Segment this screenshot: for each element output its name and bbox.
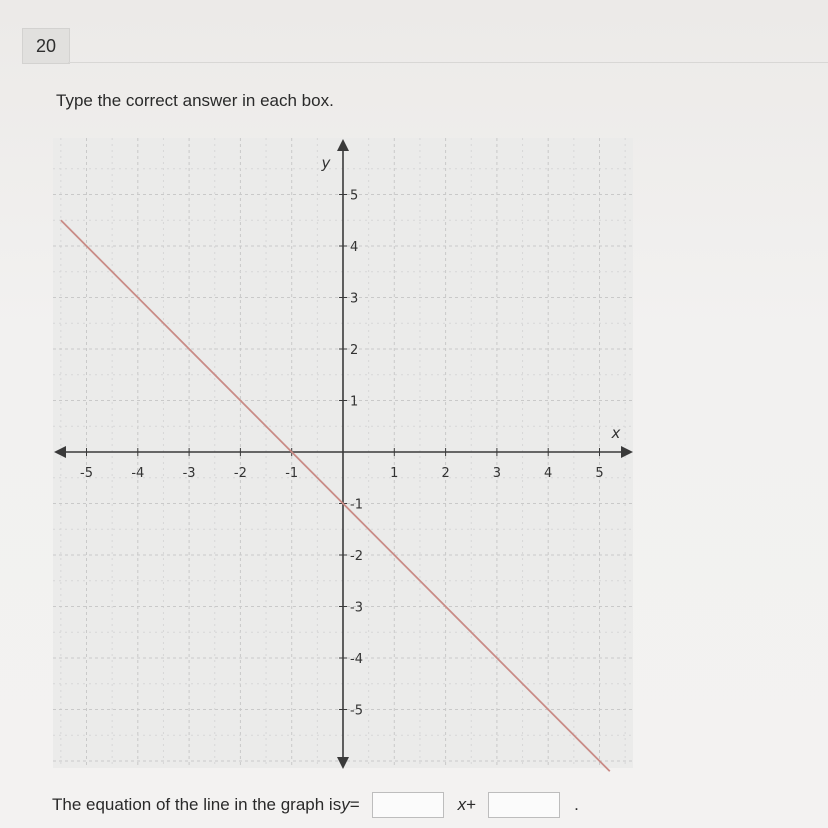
y-tick-label: 3 xyxy=(350,291,359,307)
y-tick-label: 2 xyxy=(350,343,359,358)
slope-answer-box[interactable] xyxy=(372,792,444,818)
y-tick-label: -4 xyxy=(350,652,363,667)
y-tick-label: -5 xyxy=(350,703,363,719)
x-tick-label: 1 xyxy=(390,466,399,481)
equation-y-variable: y xyxy=(341,795,350,814)
x-tick-label: -1 xyxy=(285,466,299,481)
equation-x-variable: x xyxy=(457,795,467,814)
x-tick-label: 2 xyxy=(441,466,450,481)
x-tick-label: -2 xyxy=(233,466,247,481)
equation-sentence xyxy=(52,790,579,820)
x-tick-label: 5 xyxy=(595,466,604,481)
y-tick-label: 5 xyxy=(350,188,359,204)
x-tick-label: 3 xyxy=(492,466,502,481)
y-axis-label: y xyxy=(321,154,331,172)
x-tick-label: -4 xyxy=(131,466,145,481)
y-tick-label: -3 xyxy=(350,600,363,616)
x-tick-label: -5 xyxy=(80,466,93,481)
y-tick-label: 1 xyxy=(350,394,359,410)
x-tick-label: 4 xyxy=(544,466,553,481)
equation-period: . xyxy=(574,795,579,814)
equation-prefix: The equation of the line in the graph is xyxy=(52,795,342,814)
x-axis-label: x xyxy=(611,424,621,442)
equation-equals: = xyxy=(349,795,360,814)
equation-plus: + xyxy=(466,795,477,814)
y-tick-label: -2 xyxy=(350,549,363,564)
x-tick-label: -3 xyxy=(182,466,196,481)
question-number-text: 20 xyxy=(35,35,57,56)
intercept-answer-box[interactable] xyxy=(488,792,560,818)
y-tick-label: -1 xyxy=(350,497,363,513)
y-tick-label: 4 xyxy=(350,240,359,255)
question-instruction: Type the correct answer in each box. xyxy=(56,91,334,110)
